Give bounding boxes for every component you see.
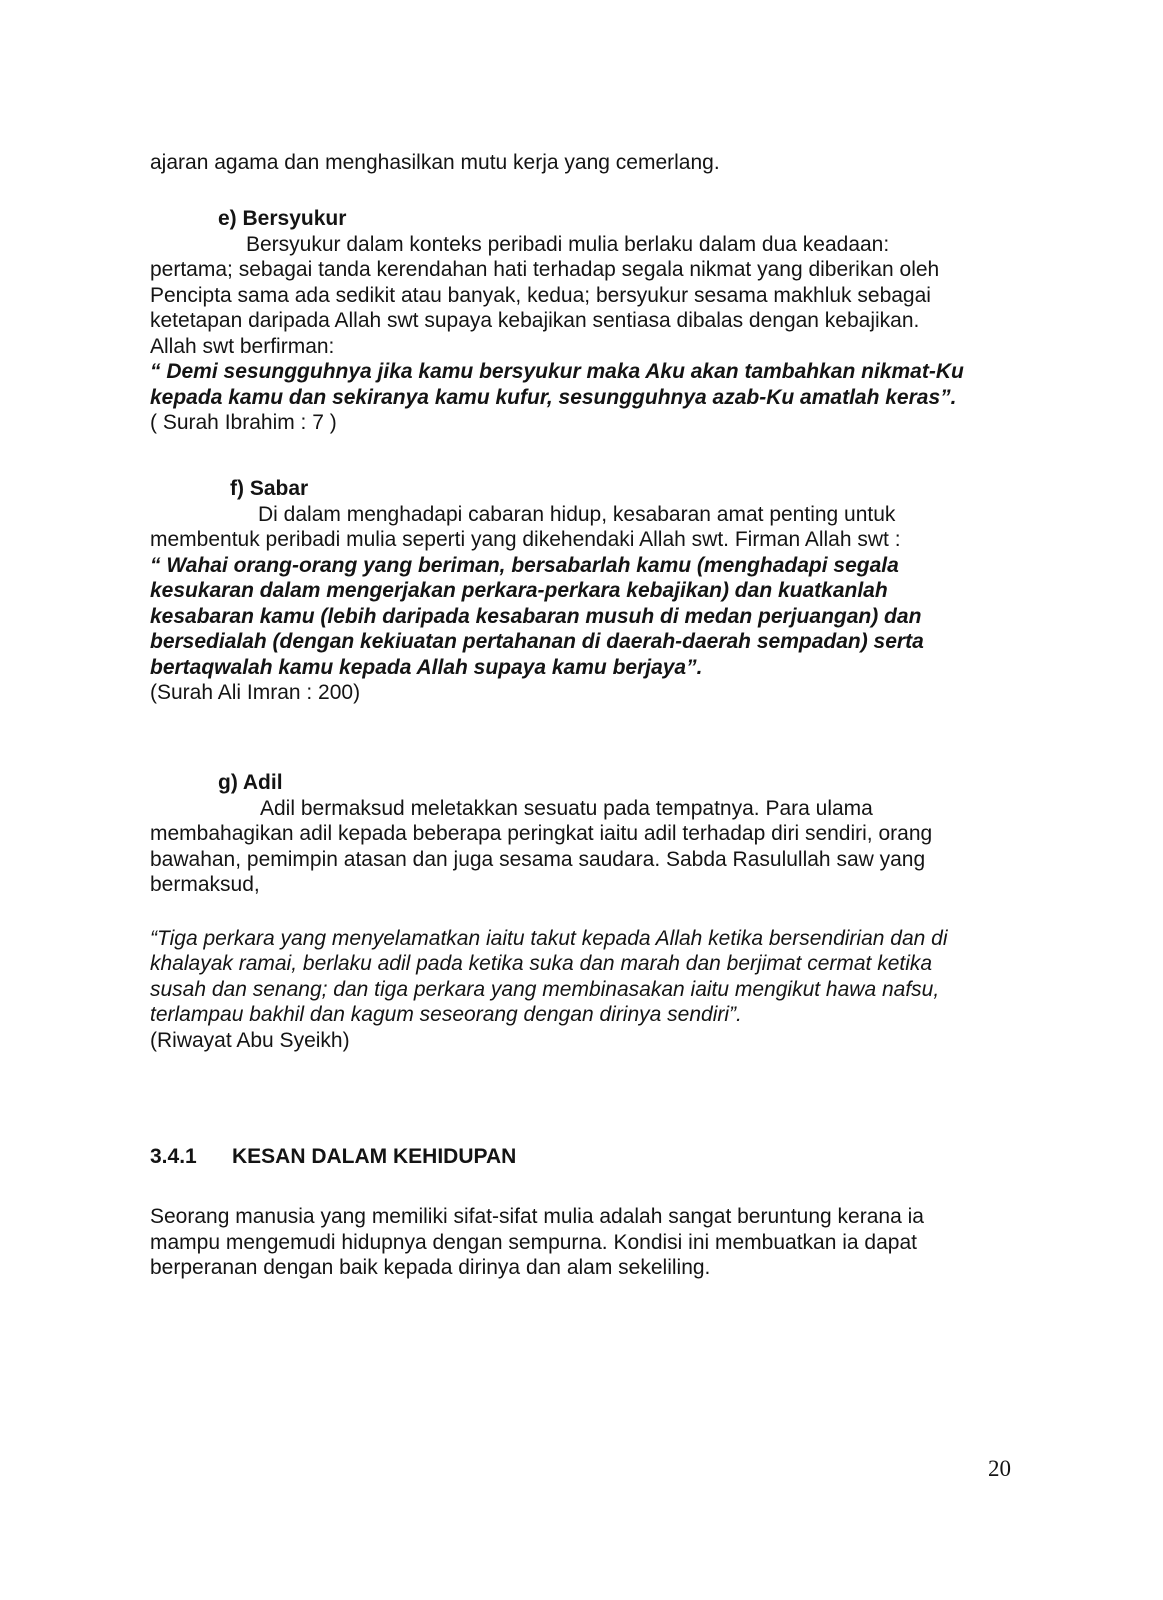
section-paragraph — [150, 1204, 1050, 1281]
adil-quote-line: terlampau bakhil dan kagum seseorang dengan dirinya sendiri”. — [150, 1003, 742, 1026]
bersyukur-quote-line: “ Demi sesungguhnya jika kamu bersyukur maka Aku akan tambahkan nikmat-Ku — [150, 360, 964, 383]
section-heading — [150, 1145, 516, 1169]
adil-section — [150, 770, 1050, 1053]
section-para-line: berperanan dengan baik kepada dirinya dan alam sekeliling. — [150, 1256, 711, 1279]
adil-heading: g) Adil — [218, 771, 283, 794]
adil-source: (Riwayat Abu Syeikh) — [150, 1028, 350, 1052]
adil-para-line: Adil bermaksud meletakkan sesuatu pada tempatnya. Para ulama — [260, 796, 873, 820]
bersyukur-para-line: pertama; sebagai tanda kerendahan hati terhadap segala nikmat yang diberikan oleh — [150, 258, 940, 281]
adil-para-line: bermaksud, — [150, 873, 260, 896]
sabar-heading: f) Sabar — [230, 477, 309, 500]
bersyukur-section — [150, 206, 1050, 436]
intro-line: ajaran agama dan menghasilkan mutu kerja yang cemerlang. — [150, 151, 720, 174]
bersyukur-source: ( Surah Ibrahim : 7 ) — [150, 411, 337, 434]
section-number: 3.4.1 — [150, 1145, 197, 1168]
sabar-section — [150, 476, 1050, 706]
bersyukur-heading: e) Bersyukur — [218, 207, 347, 230]
sabar-quote-line: bersedialah (dengan kekiuatan pertahanan di daerah-daerah sempadan) serta — [150, 630, 924, 653]
sabar-para-line: Di dalam menghadapi cabaran hidup, kesabaran amat penting untuk — [258, 502, 896, 526]
adil-para-line: bawahan, pemimpin atasan dan juga sesama saudara. Sabda Rasulullah saw yang — [150, 847, 926, 871]
sabar-para-line: membentuk peribadi mulia seperti yang dikehendaki Allah swt. Firman Allah swt : — [150, 528, 901, 551]
bersyukur-quote-line: kepada kamu dan sekiranya kamu kufur, sesungguhnya azab-Ku amatlah keras”. — [150, 385, 957, 409]
adil-quote-line: “Tiga perkara yang menyelamatkan iaitu takut kepada Allah ketika bersendirian dan di — [150, 926, 948, 950]
bersyukur-para-line: Bersyukur dalam konteks peribadi mulia berlaku dalam dua keadaan: — [246, 232, 890, 256]
sabar-quote-line: bertaqwalah kamu kepada Allah supaya kamu berjaya”. — [150, 655, 703, 679]
sabar-quote-line: kesukaran dalam mengerjakan perkara-perkara kebajikan) dan kuatkanlah — [150, 579, 888, 602]
sabar-source: (Surah Ali Imran : 200) — [150, 681, 361, 704]
section-para-line: mampu mengemudi hidupnya dengan sempurna. Kondisi ini membuatkan ia dapat — [150, 1230, 917, 1254]
intro-paragraph — [150, 150, 1050, 176]
adil-para-line: membahagikan adil kepada beberapa peringkat iaitu adil terhadap diri sendiri, orang — [150, 822, 933, 845]
page-number: 20 — [988, 1456, 1011, 1481]
adil-quote-line: susah dan senang; dan tiga perkara yang membinasakan iaitu mengikut hawa nafsu, — [150, 977, 940, 1001]
bersyukur-para-line: Allah swt berfirman: — [150, 334, 335, 358]
bersyukur-para-line: Pencipta sama ada sedikit atau banyak, kedua; bersyukur sesama makhluk sebagai — [150, 283, 931, 307]
adil-quote-line: khalayak ramai, berlaku adil pada ketika suka dan marah dan berjimat cermat ketika — [150, 952, 933, 975]
section-title: KESAN DALAM KEHIDUPAN — [232, 1145, 517, 1168]
bersyukur-para-line: ketetapan daripada Allah swt supaya kebajikan sentiasa dibalas dengan kebajikan. — [150, 309, 920, 332]
section-para-line: Seorang manusia yang memiliki sifat-sifat mulia adalah sangat beruntung kerana ia — [150, 1205, 924, 1228]
sabar-quote-line: “ Wahai orang-orang yang beriman, bersabarlah kamu (menghadapi segala — [150, 553, 899, 577]
sabar-quote-line: kesabaran kamu (lebih daripada kesabaran musuh di medan perjuangan) dan — [150, 604, 922, 628]
